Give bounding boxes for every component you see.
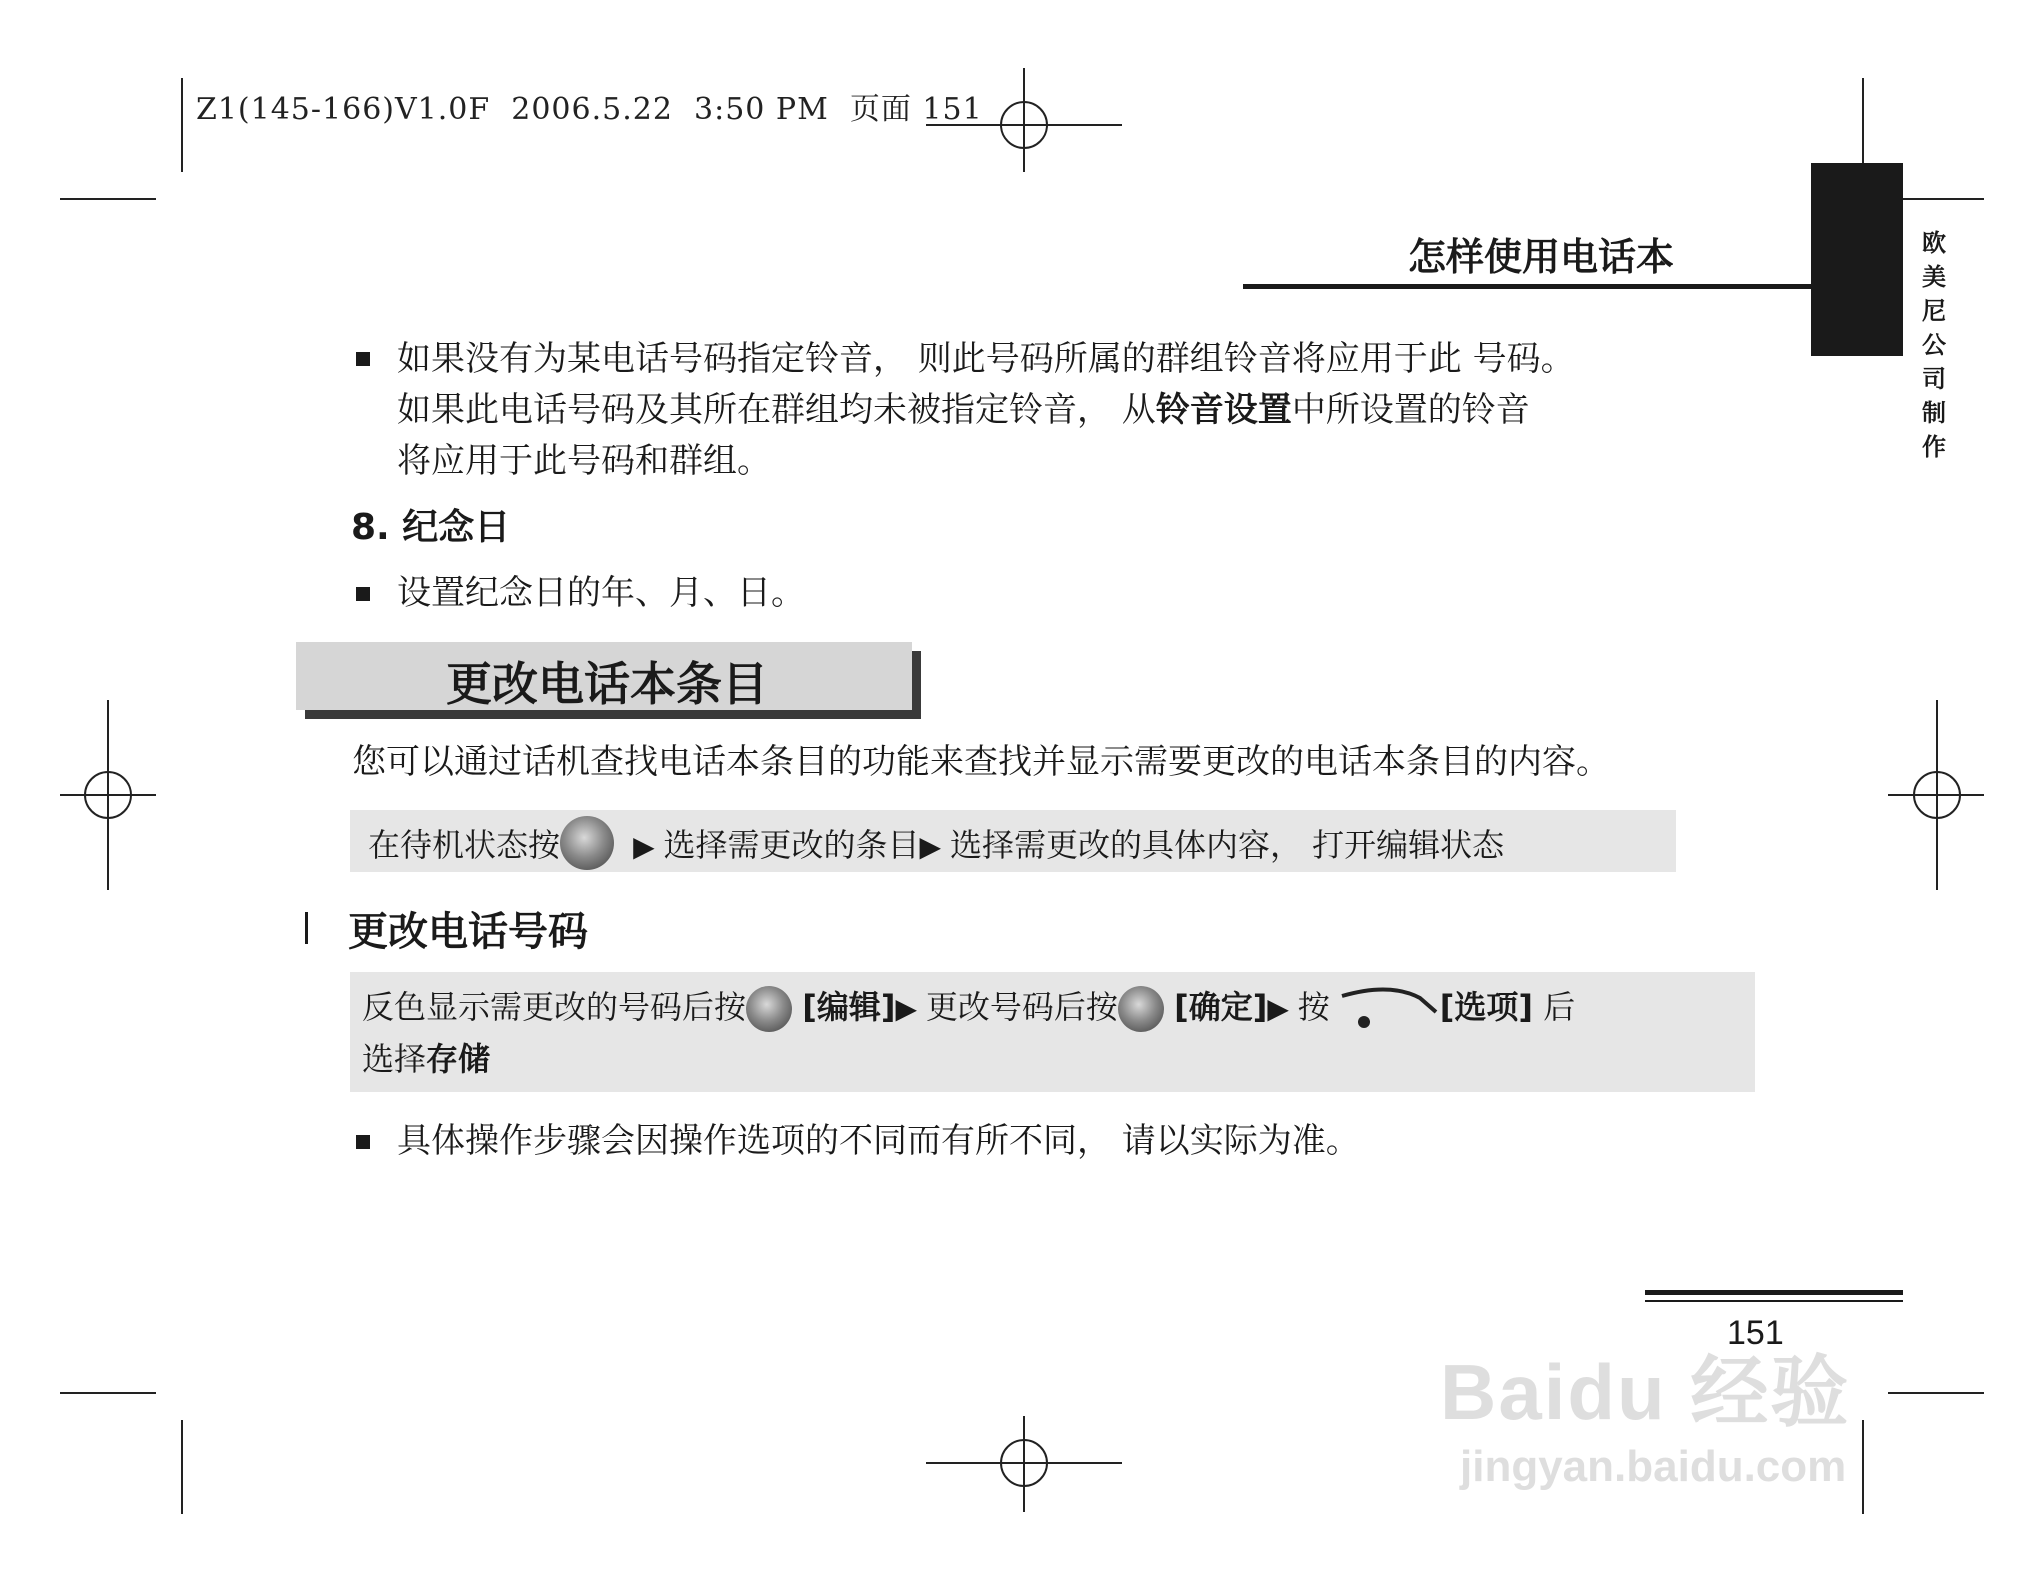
watermark-logo: Baidu 经验 (1440, 1348, 1851, 1436)
soft-key-icon (1330, 984, 1440, 1034)
crop-mark (1862, 78, 1864, 172)
side-label: 欧 美 尼 公 司 制 作 (1922, 229, 1946, 461)
chapter-title: 怎样使用电话本 (1407, 235, 1674, 279)
side-tab-block (1811, 163, 1903, 356)
subsection-note: 具体操作步骤会因操作选项的不同而有所不同， 请以实际为准。 (397, 1121, 1360, 1161)
watermark (1440, 1330, 1850, 1492)
crop-mark (60, 1392, 156, 1394)
note-line: 如果此电话号码及其所在群组均未被指定铃音， 从铃音设置中所设置的铃音 (397, 390, 1530, 430)
print-slug: Z1(145-166)V1.0F 2006.5.22 3:50 PM 页面 151 (196, 92, 983, 127)
footer-rule (1645, 1300, 1903, 1302)
arrow-icon: ▶ (919, 830, 950, 863)
subsection-heading: 更改电话号码 (348, 909, 588, 955)
arrow-icon: ▶ (895, 992, 926, 1025)
item-bullet-text: 设置纪念日的年、月、日。 (397, 573, 805, 613)
step-box: 在待机状态按 ▶ 选择需更改的条目▶ 选择需更改的具体内容， 打开编辑状态 (350, 810, 1676, 872)
note-paragraph (397, 334, 1777, 487)
arrow-icon: ▶ (624, 830, 664, 863)
note-line: 将应用于此号码和群组。 (397, 441, 771, 481)
arrow-icon: ▶ (1267, 992, 1298, 1025)
section-intro: 您可以通过话机查找电话本条目的功能来查找并显示需要更改的电话本条目的内容。 (352, 742, 1610, 782)
bullet (356, 587, 370, 601)
footer-rule (1645, 1290, 1903, 1295)
nav-key-icon (560, 816, 614, 870)
bullet (356, 1135, 370, 1149)
crop-mark (60, 198, 156, 200)
step-box: 反色显示需更改的号码后按 [编辑]▶ 更改号码后按 [确定]▶ 按 [选项] 后 选择存储 (350, 972, 1755, 1092)
page-number: 151 (1727, 1314, 1784, 1352)
bullet (356, 352, 370, 366)
section-heading: 更改电话本条目 (296, 642, 912, 710)
watermark-url: jingyan.baidu.com (1460, 1442, 1847, 1491)
crop-mark (181, 1420, 183, 1514)
ok-key-icon (1118, 986, 1164, 1032)
crop-mark (181, 78, 183, 172)
note-line: 如果没有为某电话号码指定铃音， 则此号码所属的群组铃音将应用于此 号码。 (397, 339, 1575, 379)
ok-key-icon (746, 986, 792, 1032)
chapter-rule (1243, 284, 1811, 289)
subsection-bar (305, 912, 308, 944)
item-title: 8. 纪念日 (351, 507, 511, 548)
crop-mark (1888, 1392, 1984, 1394)
crop-mark (1862, 1420, 1864, 1514)
